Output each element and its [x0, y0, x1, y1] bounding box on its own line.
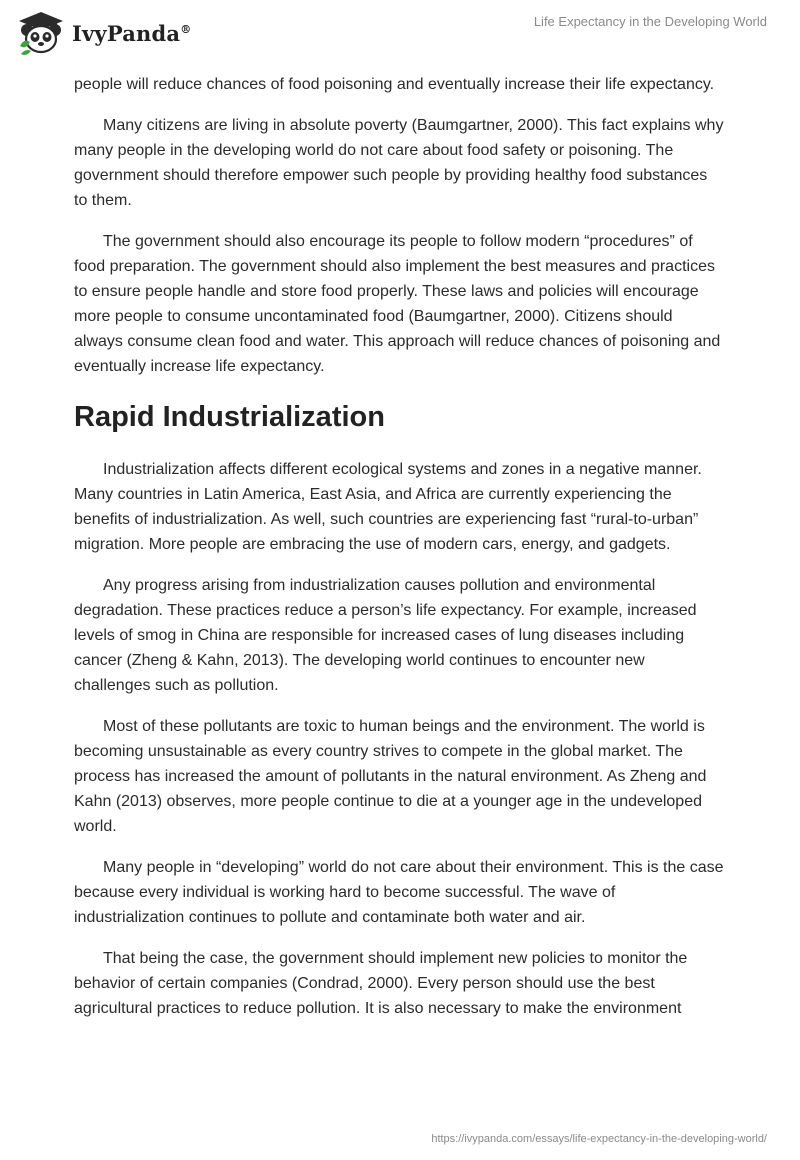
paragraph: The government should also encourage its people to follow modern “procedures” of food preparation. The government should also implement the best measures and practices to ensure people handle and store food properly. These laws and policies will encourage more people to consume uncontaminated food (Baumgartner, 2000). Citizens should always consume clean food and water. This approach will reduce chances of poisoning and eventually increase life expectancy.: [74, 233, 721, 375]
paragraph: people will reduce chances of food poisoning and eventually increase their life expectancy.: [74, 76, 715, 93]
panda-logo-icon: [16, 10, 66, 56]
paragraph: Many citizens are living in absolute poverty (Baumgartner, 2000). This fact explains why many people in the developing world do not care about food safety or poisoning. The government should therefore empower such people by providing healthy food substances to them.: [74, 117, 724, 209]
section-heading: Rapid Industrialization: [74, 401, 385, 433]
registered-mark: ®: [180, 22, 192, 36]
paragraph: Most of these pollutants are toxic to human beings and the environment. The world is becoming unsustainable as every country strives to compete in the global market. The process has increased the amount of pollutants in the natural environment. As Zheng and Kahn (2013) observes, more people continue to die at a younger age in the undeveloped world.: [74, 718, 707, 835]
brand-name-text: IvyPanda: [72, 20, 181, 46]
paragraph: Many people in “developing” world do not care about their environment. This is the case because every individual is working hard to become successful. The wave of industrialization continues to pollute and contaminate both water and air.: [74, 859, 724, 926]
brand-name: [72, 21, 191, 46]
document-title: Life Expectancy in the Developing World: [533, 14, 767, 29]
brand-logo[interactable]: [16, 10, 191, 56]
paragraph: That being the case, the government should implement new policies to monitor the behavior of certain companies (Condrad, 2000). Every person should use the best agricultural practices to reduce pollution. It is also necessary to make the environment: [74, 950, 688, 1017]
essay-body: [74, 72, 724, 1037]
paragraph: Any progress arising from industrialization causes pollution and environmental degradation. These practices reduce a person’s life expectancy. For example, increased levels of smog in China are responsible for increased cases of lung diseases including cancer (Zheng & Kahn, 2013). The developing world continues to encounter new challenges such as pollution.: [74, 577, 697, 694]
paragraph: Industrialization affects different ecological systems and zones in a negative manner. Many countries in Latin America, East Asia, and Africa are currently experiencing the benefits of industrialization. As well, such countries are experiencing fast “rural-to-urban” migration. More people are embracing the use of modern cars, energy, and gadgets.: [74, 461, 702, 553]
source-url[interactable]: https://ivypanda.com/essays/life-expectancy-in-the-developing-world/: [431, 1133, 767, 1145]
page-header: [0, 0, 800, 66]
